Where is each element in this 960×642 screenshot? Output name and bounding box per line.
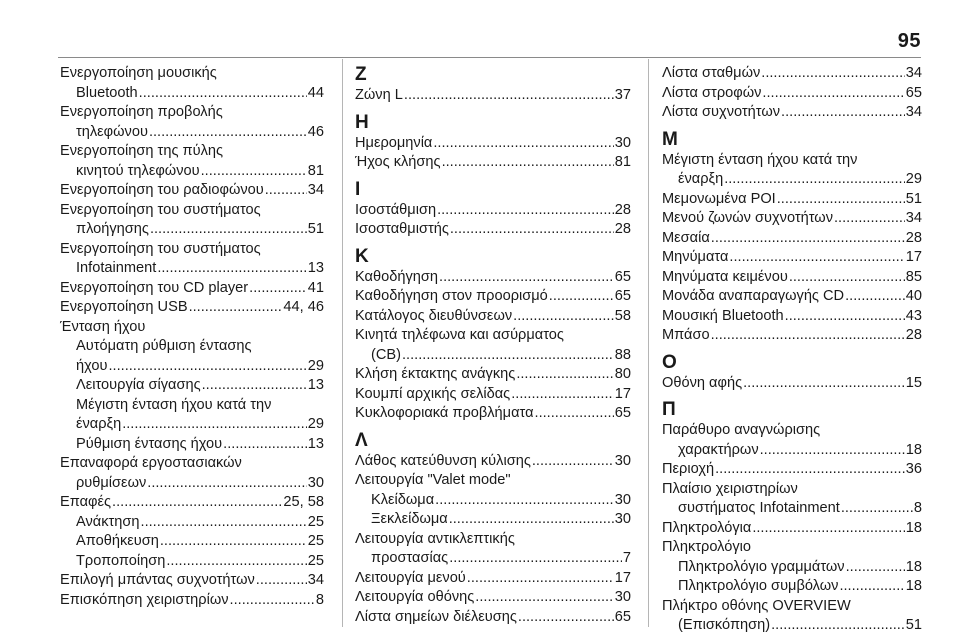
page-number: 95 <box>897 30 921 52</box>
dot-leader <box>841 499 913 519</box>
index-heading: Ενεργοποίηση προβολής <box>60 104 223 120</box>
index-heading: Παράθυρο αναγνώρισης <box>662 422 821 438</box>
header-rule <box>58 57 921 58</box>
index-entry <box>60 552 324 572</box>
index-entry <box>662 326 922 346</box>
entry-term: Ισοσταθμιστής <box>355 221 449 237</box>
entry-term: Ημερομηνία <box>355 134 433 151</box>
page-ref: 8 <box>913 500 922 516</box>
index-heading: Πληκτρολόγιο <box>662 539 752 555</box>
index-entry <box>355 588 631 608</box>
page-ref: 41 <box>307 279 324 296</box>
entry-term: Κλείδωμα <box>371 491 435 508</box>
index-heading: Αυτόματη ρύθμιση έντασης <box>76 338 252 354</box>
entry-term: έναρξη <box>76 416 122 432</box>
page-ref: 65 <box>614 608 631 625</box>
page-ref: 17 <box>905 249 922 265</box>
index-entry <box>60 474 324 494</box>
page-ref: 88 <box>614 346 631 363</box>
entry-term: κινητού τηλεφώνου <box>76 162 200 179</box>
dot-leader <box>201 162 307 182</box>
index-heading: Πλήκτρο οθόνης OVERVIEW <box>662 597 851 614</box>
page-ref: 25 <box>307 533 324 549</box>
index-heading: Ένταση ήχου <box>60 318 146 335</box>
index-entry <box>662 229 922 249</box>
entry-term: Περιοχή <box>662 461 715 477</box>
index-entry <box>662 307 922 327</box>
dot-leader <box>433 134 613 154</box>
dot-leader <box>761 64 905 84</box>
dot-leader <box>762 84 904 104</box>
index-entry <box>355 86 631 106</box>
index-entry <box>60 84 324 104</box>
index-entry <box>355 491 631 511</box>
dot-leader <box>157 259 306 279</box>
page-ref: 30 <box>614 134 631 151</box>
index-entry <box>662 519 922 539</box>
entry-term: Ανάκτηση <box>76 513 140 530</box>
entry-term: Κυκλοφοριακά προβλήματα <box>355 405 534 421</box>
dot-leader <box>834 209 905 229</box>
index-entry <box>355 268 631 288</box>
section-letter: Ζ <box>355 64 367 85</box>
entry-term: Κλήση έκτακτης ανάγκης <box>355 366 516 382</box>
page-ref: 44, 46 <box>283 299 324 315</box>
dot-leader <box>467 569 614 589</box>
page-ref: 28 <box>905 327 922 343</box>
index-entry <box>60 279 324 299</box>
dot-leader <box>166 552 306 572</box>
entry-term: Ισοστάθμιση <box>355 201 437 218</box>
entry-term: Bluetooth <box>76 84 138 101</box>
entry-term: Ζώνη L <box>355 87 403 103</box>
dot-leader <box>518 608 614 628</box>
dot-leader <box>752 519 904 539</box>
page-ref: 34 <box>307 182 324 198</box>
dot-leader <box>223 435 307 455</box>
page-ref: 58 <box>614 307 631 324</box>
page-ref: 15 <box>905 374 922 391</box>
entry-term: Επαφές <box>60 494 112 510</box>
page-ref: 85 <box>905 268 922 285</box>
dot-leader <box>845 287 905 307</box>
page-ref: 34 <box>307 572 324 588</box>
dot-leader <box>150 220 307 240</box>
dot-leader <box>789 268 905 288</box>
entry-term: Επιλογή μπάντας συχνοτήτων <box>60 572 255 588</box>
page-ref: 28 <box>614 221 631 237</box>
index-entry <box>60 591 324 611</box>
index-heading: Ενεργοποίηση του συστήματος <box>60 201 261 218</box>
index-entry <box>662 103 922 123</box>
index-heading: Μέγιστη ένταση ήχου κατά την <box>76 396 272 413</box>
index-heading: Πλαίσιο χειριστηρίων <box>662 480 798 497</box>
entry-term: Τροποποίηση <box>76 552 166 569</box>
dot-leader <box>442 153 614 173</box>
entry-term: Μεμονωμένα POI <box>662 190 776 207</box>
index-heading: Ενεργοποίηση της πύλης <box>60 143 224 159</box>
index-entry <box>60 123 324 143</box>
dot-leader <box>724 170 905 190</box>
dot-leader <box>475 588 613 608</box>
index-entry <box>662 616 922 636</box>
index-entry <box>662 460 922 480</box>
page-ref: 51 <box>307 221 324 237</box>
dot-leader <box>112 493 282 513</box>
dot-leader <box>404 86 614 106</box>
entry-term: έναρξη <box>678 171 724 187</box>
page-ref: 51 <box>905 190 922 207</box>
page-ref: 25 <box>307 552 324 569</box>
page-ref: 13 <box>307 435 324 452</box>
index-heading: Λειτουργία "Valet mode" <box>355 472 511 488</box>
page-ref: 13 <box>307 260 324 276</box>
page-ref: 40 <box>905 288 922 304</box>
entry-term: Επισκόπηση χειριστηρίων <box>60 591 229 608</box>
page-ref: 65 <box>614 268 631 285</box>
index-entry <box>355 365 631 385</box>
entry-term: προστασίας <box>371 550 449 566</box>
index-entry <box>355 404 631 424</box>
entry-term: Καθοδήγηση <box>355 268 439 285</box>
index-entry <box>355 153 631 173</box>
dot-leader <box>449 549 622 569</box>
dot-leader <box>449 510 614 530</box>
column-divider <box>648 59 649 627</box>
page-ref: 81 <box>307 162 324 179</box>
dot-leader <box>729 248 904 268</box>
page-ref: 18 <box>905 519 922 536</box>
entry-term: Πληκτρολόγιο συμβόλων <box>678 578 839 594</box>
dot-leader <box>743 374 905 394</box>
index-entry <box>355 452 631 472</box>
section-letter: Μ <box>662 128 678 150</box>
entry-term: Κουμπί αρχικής σελίδας <box>355 385 511 402</box>
entry-term: Λάθος κατεύθυνση κύλισης <box>355 452 531 469</box>
index-entry <box>662 577 922 597</box>
index-heading: Μέγιστη ένταση ήχου κατά την <box>662 151 858 168</box>
index-column-3 <box>662 64 922 636</box>
dot-leader <box>141 513 307 533</box>
page-ref: 30 <box>614 589 631 605</box>
index-heading: Λειτουργία αντικλεπτικής <box>355 530 515 547</box>
entry-term: Ήχος κλήσης <box>355 154 441 170</box>
entry-term: Ενεργοποίηση του ραδιοφώνου <box>60 182 264 198</box>
page-ref: 30 <box>307 474 324 491</box>
index-entry <box>355 287 631 307</box>
entry-term: Λειτουργία σίγασης <box>76 377 201 393</box>
dot-leader <box>230 591 315 611</box>
page-ref: 65 <box>905 84 922 101</box>
index-entry <box>662 441 922 461</box>
index-entry <box>355 569 631 589</box>
dot-leader <box>437 201 614 221</box>
entry-term: ρυθμίσεων <box>76 474 147 491</box>
index-entry <box>355 307 631 327</box>
page-ref: 30 <box>614 491 631 508</box>
section-letter: Λ <box>355 429 368 451</box>
entry-term: Infotainment <box>76 260 157 276</box>
index-entry <box>60 220 324 240</box>
index-entry <box>60 259 324 279</box>
index-entry <box>355 385 631 405</box>
entry-term: πλοήγησης <box>76 221 149 237</box>
entry-term: Κατάλογος διευθύνσεων <box>355 307 513 324</box>
page-ref: 28 <box>614 201 631 218</box>
page-ref: 8 <box>315 591 324 608</box>
page-ref: 43 <box>905 307 922 324</box>
index-entry <box>662 248 922 268</box>
dot-leader <box>535 404 614 424</box>
dot-leader <box>147 474 307 494</box>
entry-term: Πληκτρολόγιο γραμμάτων <box>678 558 845 575</box>
entry-term: (CB) <box>371 346 401 363</box>
dot-leader <box>108 357 306 377</box>
page-ref: 29 <box>307 416 324 432</box>
dot-leader <box>781 103 905 123</box>
page-ref: 17 <box>614 569 631 586</box>
index-entry <box>355 220 631 240</box>
entry-term: Μηνύματα κειμένου <box>662 268 788 285</box>
page-ref: 30 <box>614 452 631 469</box>
dot-leader <box>249 279 307 299</box>
entry-term: Λίστα σταθμών <box>662 65 761 81</box>
column-divider <box>342 59 343 627</box>
index-entry <box>60 357 324 377</box>
index-entry <box>662 190 922 210</box>
page-ref: 81 <box>614 154 631 170</box>
page-ref: 51 <box>905 617 922 633</box>
dot-leader <box>435 491 614 511</box>
dot-leader <box>711 326 905 346</box>
dot-leader <box>160 532 307 552</box>
entry-term: Αποθήκευση <box>76 533 159 549</box>
page-ref: 18 <box>905 558 922 575</box>
index-entry <box>662 170 922 190</box>
section-letter: Ι <box>355 178 361 200</box>
entry-term: Πληκτρολόγια <box>662 519 752 536</box>
page-ref: 34 <box>905 104 922 120</box>
index-entry <box>60 493 324 513</box>
index-entry <box>662 209 922 229</box>
dot-leader <box>202 376 307 396</box>
index-entry <box>60 376 324 396</box>
section-letter: Η <box>355 111 369 133</box>
page-ref: 7 <box>622 550 631 566</box>
dot-leader <box>715 460 905 480</box>
dot-leader <box>122 415 307 435</box>
index-entry <box>662 374 922 394</box>
entry-term: Μονάδα αναπαραγωγής CD <box>662 288 845 304</box>
index-entry <box>355 134 631 154</box>
index-entry <box>355 608 631 628</box>
entry-term: Λειτουργία οθόνης <box>355 589 475 605</box>
page-ref: 18 <box>905 578 922 594</box>
dot-leader <box>139 84 307 104</box>
page-ref: 28 <box>905 229 922 246</box>
index-entry <box>355 510 631 530</box>
dot-leader <box>532 452 614 472</box>
entry-term: Οθόνη αφής <box>662 374 743 391</box>
page-ref: 25 <box>307 513 324 530</box>
index-entry <box>60 415 324 435</box>
entry-term: Λίστα συχνοτήτων <box>662 104 781 120</box>
page-ref: 13 <box>307 377 324 393</box>
page-ref: 29 <box>905 171 922 187</box>
entry-term: Μηνύματα <box>662 249 729 265</box>
entry-term: τηλεφώνου <box>76 123 148 140</box>
page-ref: 65 <box>614 405 631 421</box>
section-letter: Ο <box>662 351 677 373</box>
dot-leader <box>516 365 613 385</box>
entry-term: Καθοδήγηση στον προορισμό <box>355 288 548 304</box>
page-ref: 34 <box>905 210 922 226</box>
index-entry <box>662 84 922 104</box>
page-ref: 80 <box>614 366 631 382</box>
dot-leader <box>846 558 905 578</box>
index-entry <box>355 201 631 221</box>
dot-leader <box>513 307 614 327</box>
dot-leader <box>711 229 905 249</box>
page-ref: 25, 58 <box>283 494 324 510</box>
entry-term: Λίστα στροφών <box>662 84 762 101</box>
entry-term: Λίστα σημείων διέλευσης <box>355 608 517 625</box>
dot-leader <box>256 571 307 591</box>
page-ref: 18 <box>905 441 922 458</box>
entry-term: Ενεργοποίηση του CD player <box>60 279 249 296</box>
entry-term: συστήματος Infotainment <box>678 500 840 516</box>
index-heading: Επαναφορά εργοστασιακών <box>60 455 242 471</box>
index-heading: Ενεργοποίηση του συστήματος <box>60 240 261 257</box>
index-entry <box>662 558 922 578</box>
index-entry <box>60 571 324 591</box>
dot-leader <box>265 181 307 201</box>
dot-leader <box>760 441 905 461</box>
page-ref: 44 <box>307 84 324 101</box>
index-entry <box>662 64 922 84</box>
dot-leader <box>839 577 904 597</box>
page-ref: 34 <box>905 65 922 81</box>
page-ref: 46 <box>307 123 324 140</box>
page-ref: 65 <box>614 288 631 304</box>
entry-term: Ξεκλείδωμα <box>371 511 448 527</box>
index-entry <box>355 549 631 569</box>
entry-term: Μενού ζωνών συχνοτήτων <box>662 210 833 226</box>
index-column-1 <box>60 64 324 610</box>
dot-leader <box>402 346 614 366</box>
entry-term: Μουσική Bluetooth <box>662 307 784 324</box>
entry-term: Μπάσο <box>662 327 710 343</box>
index-entry <box>662 268 922 288</box>
dot-leader <box>149 123 307 143</box>
entry-term: Λειτουργία μενού <box>355 569 466 586</box>
page-ref: 17 <box>614 385 631 402</box>
entry-term: (Επισκόπηση) <box>678 617 771 633</box>
dot-leader <box>189 298 283 318</box>
dot-leader <box>785 307 905 327</box>
page-ref: 36 <box>905 461 922 477</box>
index-entry <box>662 287 922 307</box>
page-ref: 29 <box>307 357 324 374</box>
index-column-2 <box>355 64 631 627</box>
entry-term: Ενεργοποίηση USB <box>60 299 188 315</box>
dot-leader <box>511 385 614 405</box>
section-letter: Π <box>662 399 676 420</box>
dot-leader <box>450 220 614 240</box>
entry-term: ήχου <box>76 357 108 374</box>
entry-term: Ρύθμιση έντασης ήχου <box>76 435 223 452</box>
index-entry <box>355 346 631 366</box>
index-entry <box>60 181 324 201</box>
index-heading: Κινητά τηλέφωνα και ασύρματος <box>355 327 564 343</box>
dot-leader <box>439 268 614 288</box>
dot-leader <box>549 287 614 307</box>
index-entry <box>662 499 922 519</box>
dot-leader <box>777 190 905 210</box>
index-entry <box>60 435 324 455</box>
index-entry <box>60 532 324 552</box>
index-heading: Ενεργοποίηση μουσικής <box>60 65 217 81</box>
entry-term: Μεσαία <box>662 229 710 246</box>
section-letter: Κ <box>355 245 369 267</box>
dot-leader <box>771 616 905 636</box>
entry-term: χαρακτήρων <box>678 441 759 458</box>
page-ref: 30 <box>614 511 631 527</box>
index-entry <box>60 298 324 318</box>
index-entry <box>60 162 324 182</box>
page-ref: 37 <box>614 87 631 103</box>
index-entry <box>60 513 324 533</box>
